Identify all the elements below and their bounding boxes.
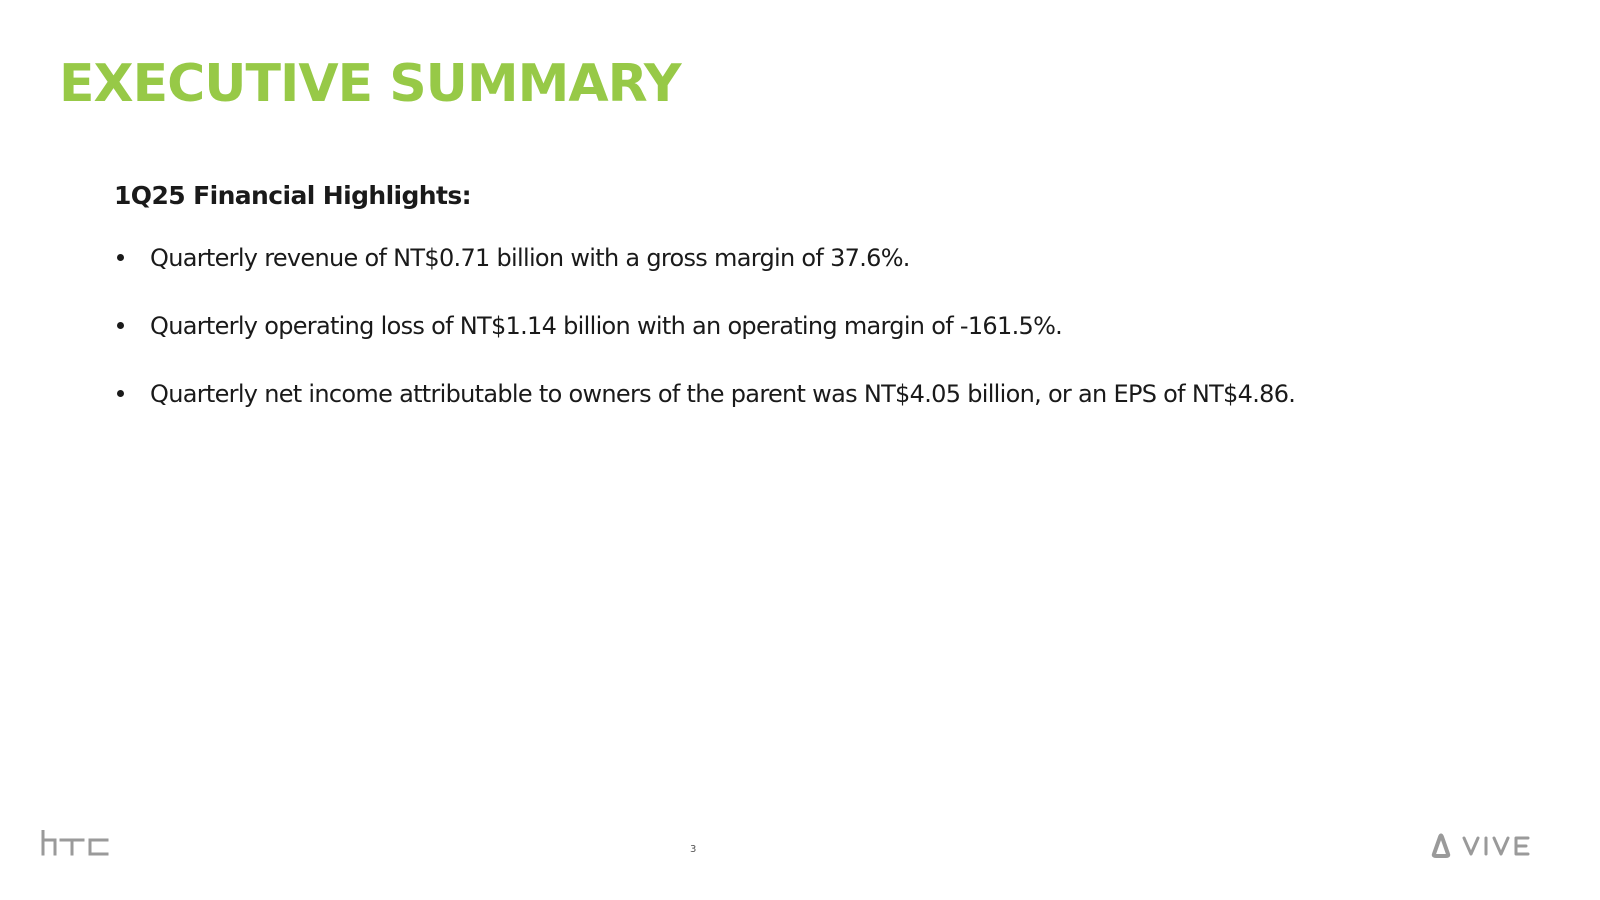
page-number: 3 <box>690 844 697 855</box>
highlights-subtitle: 1Q25 Financial Highlights: <box>114 181 472 210</box>
list-item-text: Quarterly net income attributable to owners of the parent was NT$4.05 billion, or an EPS of NT$4.86. <box>150 380 1296 408</box>
page-title: EXECUTIVE SUMMARY <box>59 54 681 114</box>
list-item <box>114 382 1514 450</box>
highlights-list <box>114 246 1514 450</box>
list-item-text: Quarterly operating loss of NT$1.14 billion with an operating margin of -161.5%. <box>150 312 1063 340</box>
footer <box>0 820 1600 880</box>
highlights-section <box>114 183 1514 450</box>
bullet-dot-icon <box>117 254 124 261</box>
list-item <box>114 314 1514 382</box>
bullet-dot-icon <box>117 390 124 397</box>
vive-logo-icon <box>1426 828 1532 860</box>
list-item <box>114 246 1514 314</box>
htc-logo-icon <box>41 830 109 856</box>
bullet-dot-icon <box>117 322 124 329</box>
list-item-text: Quarterly revenue of NT$0.71 billion with a gross margin of 37.6%. <box>150 244 910 272</box>
